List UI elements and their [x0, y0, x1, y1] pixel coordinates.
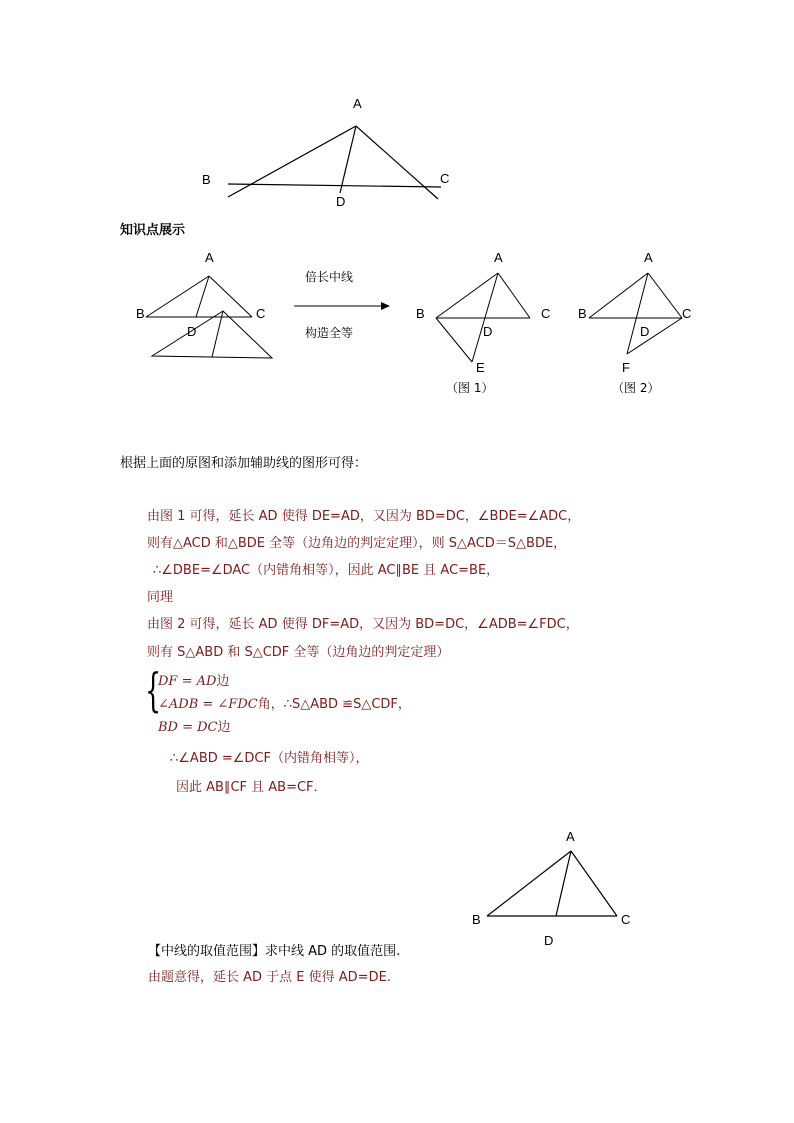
section-title: 知识点展示 — [120, 223, 186, 238]
proof-line-6: 则有 S△ABD 和 S△CDF 全等（边角边的判定定理） — [147, 645, 450, 660]
proof-line-2: 则有△ACD 和△BDE 全等（边角边的判定定理），则 S△ACD＝S△BDE， — [147, 536, 567, 551]
system-row-1-math: DF = AD — [158, 674, 217, 689]
label-b: B — [202, 172, 211, 187]
f3-label-c: C — [621, 912, 631, 927]
mid-caption: （图 1） — [446, 381, 494, 395]
label-c: C — [440, 171, 450, 186]
proof-line-1: 由图 1 可得，延长 AD 使得 DE=AD，又因为 BD=DC，∠BDE=∠ADC， — [147, 509, 581, 524]
left-label-d: D — [187, 324, 197, 339]
intro-text: 根据上面的原图和添加辅助线的图形可得： — [120, 456, 368, 471]
arrow-label-top: 倍长中线 — [305, 270, 354, 284]
right-label-a: A — [644, 250, 653, 265]
f3-label-a: A — [566, 829, 575, 844]
mid-label-d: D — [483, 324, 493, 339]
right-label-b: B — [578, 306, 587, 321]
proof-line-8: 因此 AB∥CF 且 AB=CF． — [176, 780, 327, 795]
system-row-2-math: ∠ADB = ∠FDC — [158, 697, 258, 712]
system-row-3-math: BD = DC — [158, 720, 218, 735]
system-row-2-text: 角，∴S△ABD ≌S△CDF， — [257, 697, 411, 712]
mid-label-b: B — [416, 306, 425, 321]
system-brace: { — [145, 663, 162, 717]
proof-line-5: 由图 2 可得，延长 AD 使得 DF=AD，又因为 BD=DC，∠ADB=∠FDC， — [147, 617, 579, 632]
f3-ac — [571, 851, 617, 916]
proof-line-4: 同理 — [147, 590, 174, 605]
label-a: A — [353, 96, 362, 111]
proof-line-3: ∴∠DBE=∠DAC（内错角相等），因此 AC∥BE 且 AC=BE， — [153, 563, 500, 578]
left-label-c: C — [256, 306, 266, 321]
system-row-3-text: 边 — [217, 720, 231, 735]
mid-label-a: A — [494, 250, 503, 265]
f3-label-d: D — [544, 933, 554, 948]
mid-label-e: E — [476, 360, 485, 375]
mid-label-c: C — [541, 306, 551, 321]
right-label-c: C — [682, 306, 692, 321]
proof-line-7: ∴∠ABD =∠DCF（内错角相等）， — [170, 751, 369, 766]
label-d: D — [336, 194, 346, 209]
system-row-1-text: 边 — [216, 674, 230, 689]
arrow-label-bottom: 构造全等 — [305, 326, 354, 340]
left-label-b: B — [136, 306, 145, 321]
range-body: 由题意得，延长 AD 于点 E 使得 AD=DE. — [148, 970, 391, 985]
right-label-f: F — [622, 360, 630, 375]
right-caption: （图 2） — [612, 381, 660, 395]
right-label-d: D — [640, 324, 650, 339]
f3-label-b: B — [472, 912, 481, 927]
left-label-a: A — [205, 250, 214, 265]
range-title: 【中线的取值范围】求中线 AD 的取值范围. — [148, 944, 401, 959]
